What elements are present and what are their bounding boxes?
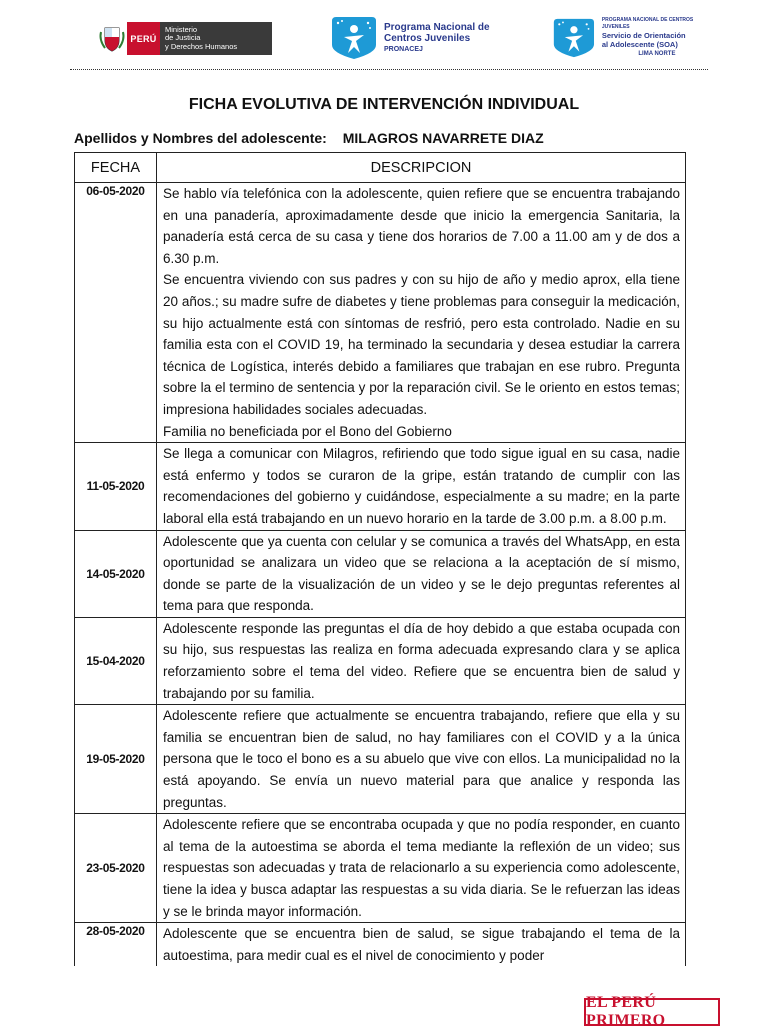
row-date: 19-05-2020 (75, 705, 157, 814)
soa-emblem-icon (552, 15, 596, 61)
description-paragraph: Adolescente refiere que actualmente se encuentra trabajando, refiere que ella y su familia se encuentran bien de salud, no hay familiares con el COVID y a la única persona que le toco el bono es a su abuelo que vive con ellos. La municipalidad no la está apoyando. Se envía un nuevo material para que analice y responda las preguntas. (163, 708, 680, 810)
description-paragraph: Se llega a comunicar con Milagros, refiriendo que todo sigue igual en su casa, nadie está enfermo y todos se curaron de la gripe, están tratando de cumplir con las recomendaciones del gobierno y cuidándose, especialmente a su madre; en la parte laboral ella está trabajando en un nuevo horario en la tarde de 3.00 p.m. a 8.00 p.m. (163, 446, 680, 526)
ministry-name (160, 22, 272, 55)
description-paragraph: Adolescente refiere que se encontraba ocupada y que no podía responder, en cuanto al tema de la autoestima se aborda el tema mediante la reflexión de un video; sus respuestas son adecuadas y trata de relacionarlo a su experiencia como adolescente, tiene la idea y busca adaptar las respuestas a su vida diaria. Se le refuerzan las ideas y se le brinda mayor información. (163, 817, 680, 919)
pronacej-emblem-icon (330, 15, 378, 61)
soa-name (602, 17, 712, 60)
description-paragraph: Se encuentra viviendo con sus padres y con su hijo de año y medio aprox, ella tiene 20 años.; su madre sufre de diabetes y tiene problemas para conseguir la medicación, su hijo actualmente está con síntomas de resfrió, pero esta controlado. Nadie en su familia esta con el COVID 19, ha terminado la secundaria y desea estudiar la carrera técnica de Logística, interés debido a familiares que trabajan en ese rubro. Pregunta sobre la el termino de sentencia y por la reparación civil. Se le oriento en estos temas; impresiona habilidades sociales adecuadas. (163, 272, 680, 417)
row-date: 28-05-2020 (75, 923, 157, 967)
ministry-line-1: Ministerio (165, 24, 198, 34)
document-title: FICHA EVOLUTIVA DE INTERVENCIÓN INDIVIDUAL (188, 96, 580, 113)
row-description (157, 923, 686, 967)
row-date: 14-05-2020 (75, 530, 157, 617)
soa-place: LIMA NORTE (638, 50, 676, 57)
peru-label: PERÚ (127, 22, 160, 55)
pronacej-name (384, 22, 490, 55)
table-row (75, 705, 686, 814)
soa-program-line: PROGRAMA NACIONAL DE CENTROS JUVENILES (601, 16, 694, 30)
ministry-line-3: y Derechos Humanos (165, 41, 238, 51)
table-row (75, 617, 686, 704)
row-date: 23-05-2020 (75, 814, 157, 923)
table-row (75, 814, 686, 923)
row-description (157, 530, 686, 617)
row-description (157, 183, 686, 443)
row-description (157, 705, 686, 814)
student-name: MILAGROS NAVARRETE DIAZ (342, 130, 544, 146)
soa-line-2: al Adolescente (SOA) (601, 40, 678, 50)
pronacej-line-2: Centros Juveniles (384, 32, 471, 44)
soa-line-1: Servicio de Orientación (601, 30, 686, 40)
document-header (0, 0, 768, 70)
student-label: Apellidos y Nombres del adolescente: (74, 130, 327, 146)
ministry-line-2: de Justicia (165, 33, 201, 43)
table-header-row (75, 153, 686, 183)
table-row (75, 530, 686, 617)
ministry-logo (97, 22, 272, 55)
peru-shield-icon (97, 22, 127, 55)
watermark-logo: EL PERÚ PRIMERO (584, 998, 720, 1026)
pronacej-line-1: Programa Nacional de (384, 21, 490, 33)
soa-logo (552, 13, 712, 63)
description-paragraph: Adolescente que se encuentra bien de salud, se sigue trabajando el tema de la autoestima, para medir cual es el nivel de conocimiento y poder (163, 926, 680, 963)
row-date: 15-04-2020 (75, 617, 157, 704)
pronacej-logo (330, 13, 500, 63)
row-description (157, 814, 686, 923)
row-date: 11-05-2020 (75, 443, 157, 530)
table-row (75, 443, 686, 530)
row-description (157, 617, 686, 704)
header-date: FECHA (75, 153, 157, 183)
row-description (157, 443, 686, 530)
header-divider (70, 69, 708, 70)
table-row (75, 923, 686, 967)
table-row (75, 183, 686, 443)
description-paragraph: Adolescente que ya cuenta con celular y se comunica a través del WhatsApp, en esta oportunidad se analizara un video que se relaciona a la aceptación de sí mismo, donde se parte de la visualización de un video y se le dejo preguntas referentes al tema para que responda. (163, 533, 680, 614)
pronacej-line-3: PRONACEJ (384, 45, 423, 53)
description-paragraph: Se hablo vía telefónica con la adolescente, quien refiere que se encuentra trabajando en una panadería, aproximadamente desde que inicio la emergencia Sanitaria, la panadería está cerca de su casa y tiene dos horarios de 7.00 a 11.00 am y de dos a 6.30 p.m. (163, 186, 680, 266)
header-description: DESCRIPCION (157, 153, 686, 183)
intervention-table (74, 152, 686, 966)
student-line (74, 130, 544, 146)
description-paragraph: Adolescente responde las preguntas el día de hoy debido a que estaba ocupada con su hijo, sus respuestas las realiza en forma adecuada expresando clara y se aplica reforzamiento sobre el tema del video. Refiere que se encuentra bien de salud y trabajando por su familia. (163, 620, 680, 701)
description-paragraph: Familia no beneficiada por el Bono del Gobierno (163, 423, 452, 439)
row-date: 06-05-2020 (75, 183, 157, 443)
